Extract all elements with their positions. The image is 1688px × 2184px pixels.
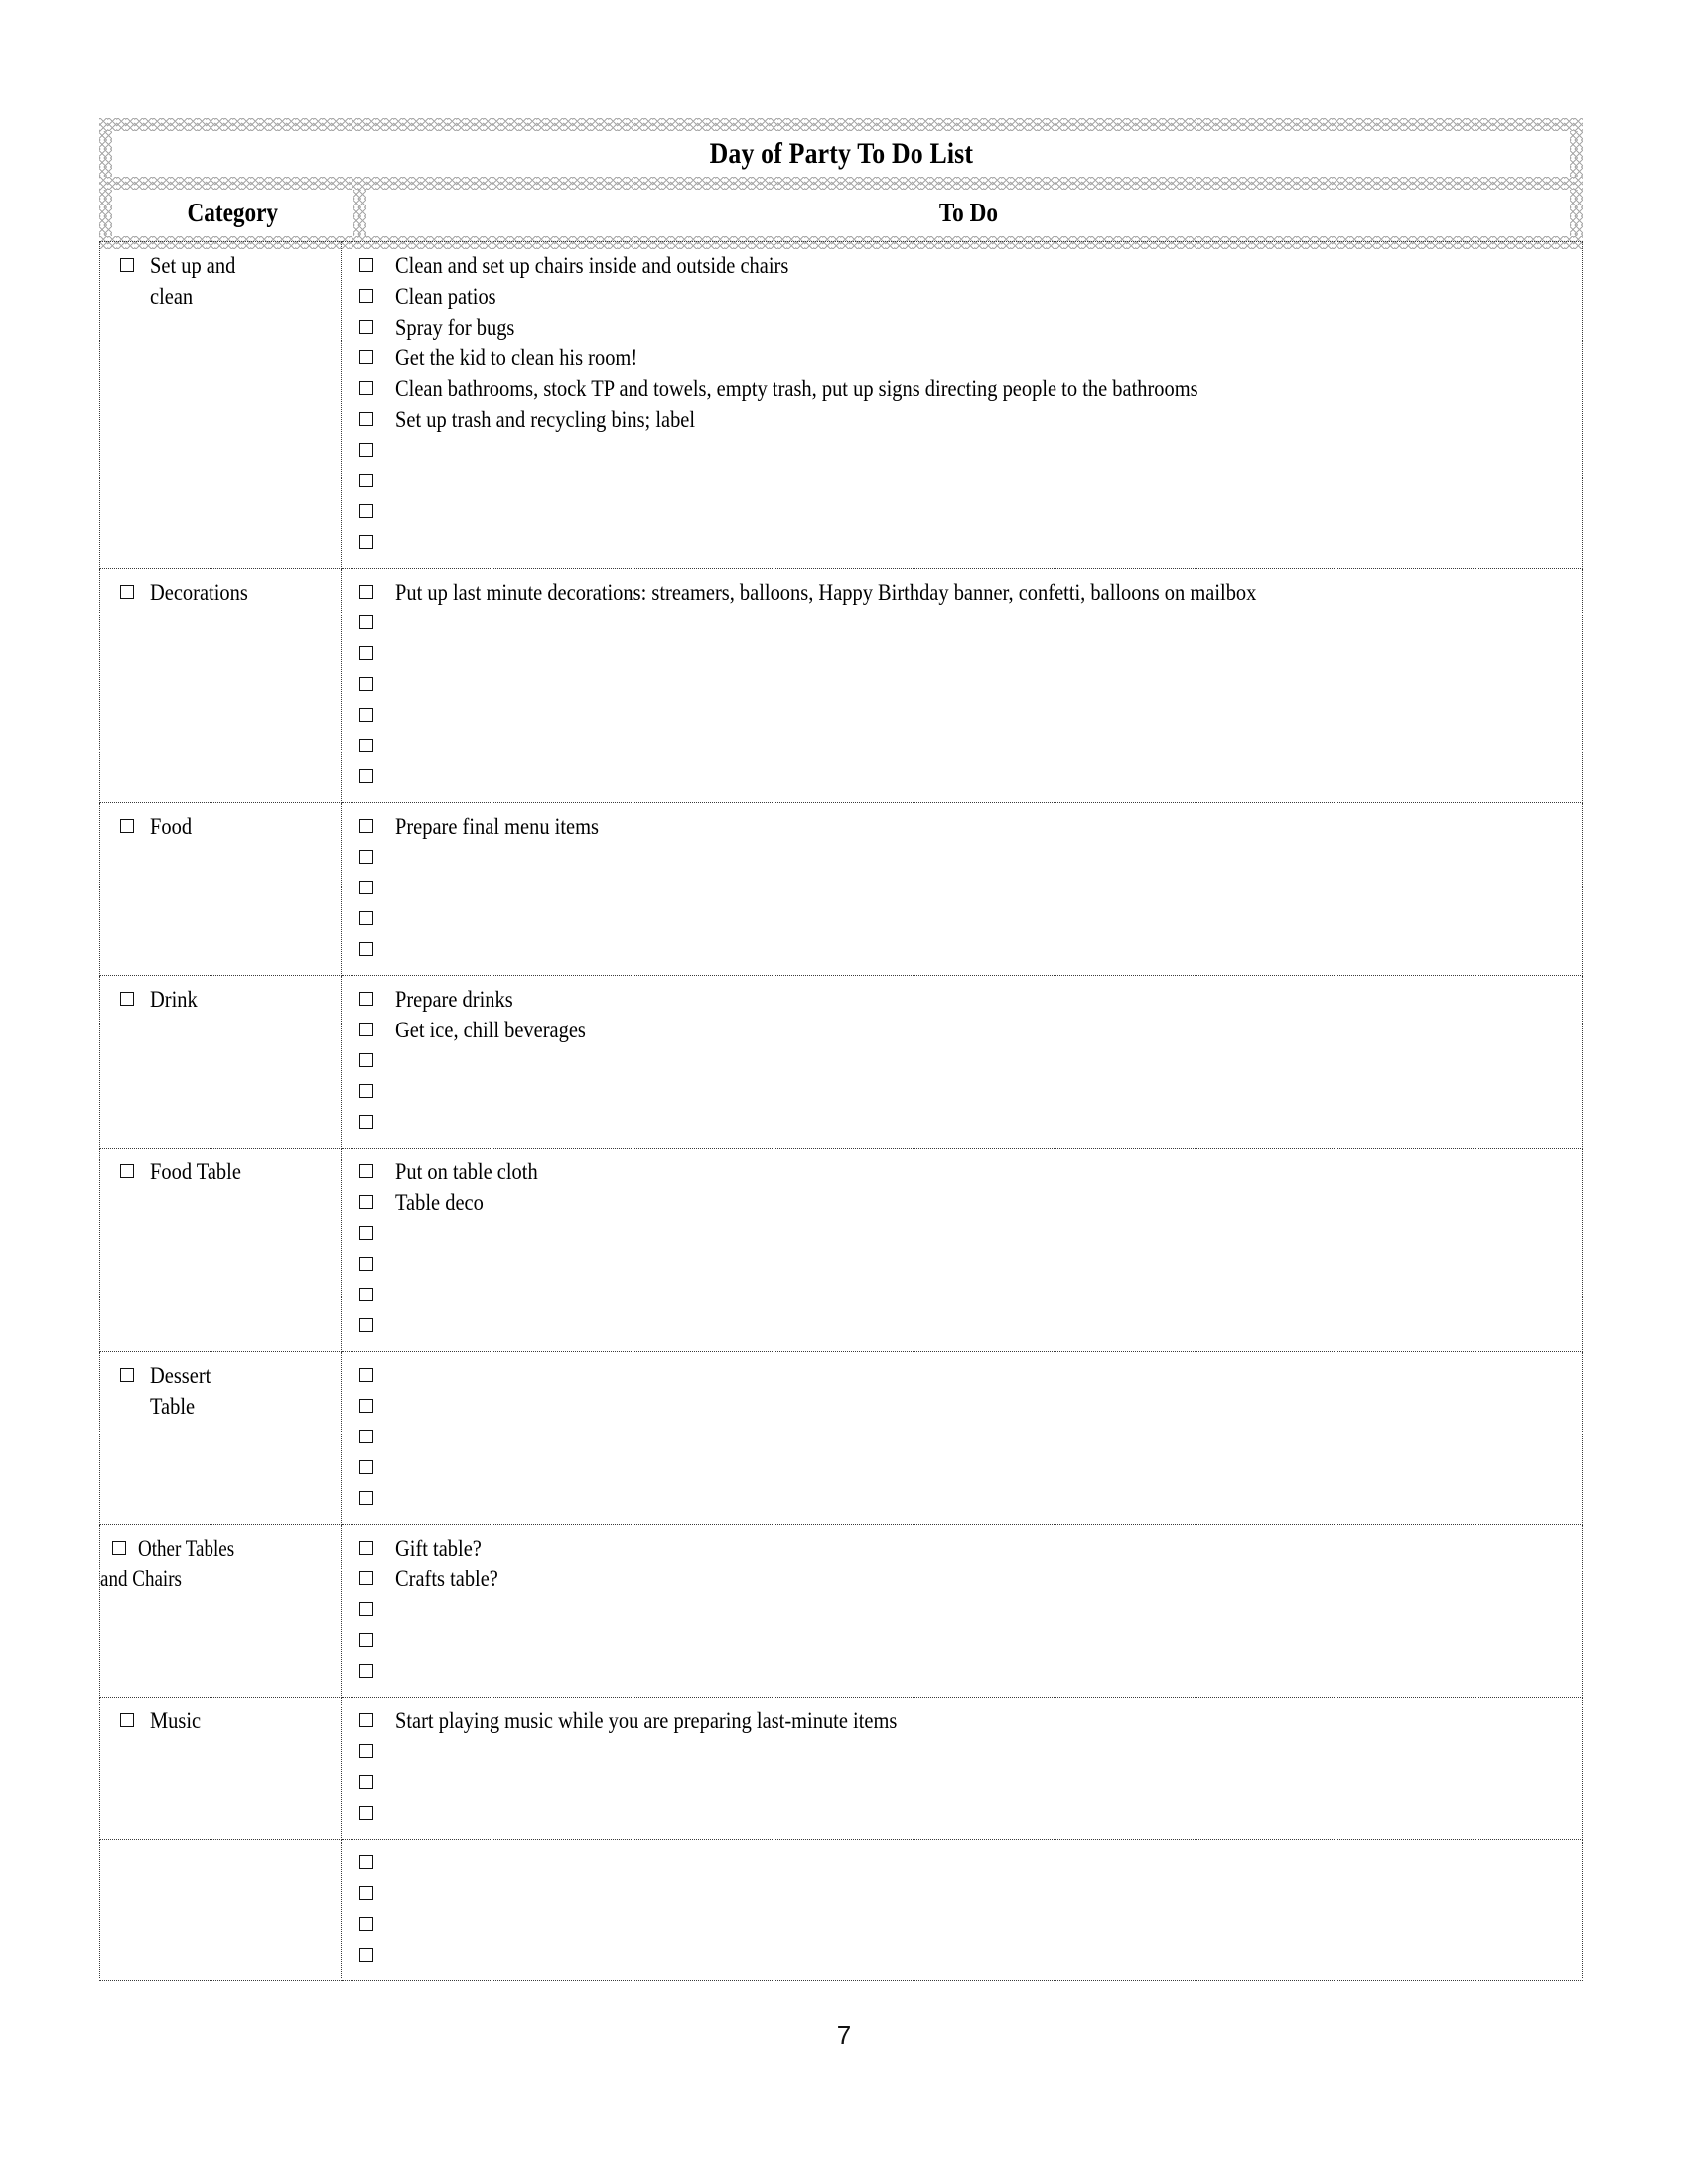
todo-item-label — [395, 843, 1419, 874]
checkbox-icon[interactable] — [359, 850, 373, 864]
todo-item[interactable] — [342, 985, 1572, 1016]
todo-item-label: Clean and set up chairs inside and outside chairs — [395, 253, 789, 279]
todo-item-label — [395, 1879, 1419, 1910]
checkbox-icon[interactable] — [359, 1775, 373, 1789]
category-label: Food Table — [150, 1160, 241, 1185]
todo-item[interactable] — [342, 812, 1572, 843]
checkbox-icon[interactable] — [359, 1917, 373, 1931]
checkbox-icon[interactable] — [359, 881, 373, 894]
page-title: Day of Party To Do List — [709, 137, 973, 170]
category-checkbox-row[interactable] — [100, 812, 335, 843]
todo-item-empty[interactable] — [342, 1453, 1572, 1484]
todo-item-label: Gift table? — [395, 1536, 482, 1562]
checkbox-icon[interactable] — [359, 1948, 373, 1962]
checkbox-icon[interactable] — [359, 1318, 373, 1332]
todo-table — [99, 241, 1583, 1981]
checkbox-icon[interactable] — [359, 1664, 373, 1678]
title-frame-row — [99, 131, 1583, 177]
checkbox-icon[interactable] — [359, 474, 373, 487]
todo-item-empty[interactable] — [342, 609, 1572, 639]
todo-item-label: Prepare drinks — [395, 987, 513, 1013]
checkbox-icon[interactable] — [359, 992, 373, 1006]
zigzag-border-left-title — [99, 131, 112, 177]
todo-item-label — [395, 1453, 1419, 1484]
checkbox-icon[interactable] — [359, 1195, 373, 1209]
checkbox-icon[interactable] — [359, 911, 373, 925]
checkbox-icon[interactable] — [359, 1806, 373, 1820]
category-checkbox-row[interactable] — [100, 1534, 335, 1565]
todo-item-label — [395, 639, 1419, 670]
todo-item-empty[interactable] — [342, 528, 1572, 559]
todo-item-label — [395, 904, 1419, 935]
todo-item-label — [395, 1484, 1419, 1515]
category-cell — [100, 1698, 341, 1746]
todo-item-empty[interactable] — [342, 1046, 1572, 1077]
checkbox-icon[interactable] — [359, 1633, 373, 1647]
column-header-band — [112, 190, 1570, 236]
category-label-line2: Table — [150, 1394, 196, 1420]
todo-item-label — [395, 497, 1419, 528]
category-label-line2: clean — [150, 284, 194, 310]
checkbox-icon[interactable] — [359, 1541, 373, 1555]
todo-item-empty[interactable] — [342, 935, 1572, 966]
todo-item-label: Get ice, chill beverages — [395, 1018, 586, 1043]
category-label: Food — [150, 814, 193, 840]
todo-item[interactable] — [342, 282, 1572, 313]
checkbox-icon[interactable] — [359, 1023, 373, 1036]
todo-cell — [342, 569, 1582, 802]
todo-item-label — [395, 1219, 1419, 1250]
todo-cell — [342, 1149, 1582, 1351]
todo-cell — [342, 976, 1582, 1148]
checkbox-icon[interactable] — [359, 504, 373, 518]
table-row — [100, 1352, 1583, 1525]
todo-item-empty[interactable] — [342, 1108, 1572, 1139]
todo-cell — [342, 803, 1582, 975]
todo-item-empty[interactable] — [342, 1768, 1572, 1799]
checkbox-icon[interactable] — [120, 258, 134, 272]
todo-item-empty[interactable] — [342, 1595, 1572, 1626]
todo-item-empty[interactable] — [342, 1361, 1572, 1392]
checkbox-icon[interactable] — [359, 1115, 373, 1129]
todo-item-empty[interactable] — [342, 1219, 1572, 1250]
todo-item-empty[interactable] — [342, 1799, 1572, 1830]
todo-item[interactable] — [342, 405, 1572, 436]
checkbox-icon[interactable] — [359, 381, 373, 395]
todo-item-label — [395, 1848, 1419, 1879]
todo-item-label: Clean patios — [395, 284, 496, 310]
todo-item-label — [395, 1046, 1419, 1077]
checkbox-icon[interactable] — [359, 443, 373, 457]
todo-item-label: Crafts table? — [395, 1567, 498, 1592]
category-checkbox-row[interactable] — [100, 578, 335, 609]
todo-item-label — [395, 1423, 1419, 1453]
category-cell — [100, 569, 341, 617]
checkbox-icon[interactable] — [359, 646, 373, 660]
todo-item-empty[interactable] — [342, 1848, 1572, 1879]
category-cell — [100, 1525, 341, 1604]
checkbox-icon[interactable] — [359, 258, 373, 272]
category-checkbox-row[interactable] — [100, 1158, 335, 1188]
todo-cell — [342, 1525, 1582, 1697]
category-label-line2: and Chairs — [100, 1567, 182, 1592]
category-checkbox-row[interactable] — [100, 251, 335, 282]
todo-item-empty[interactable] — [342, 701, 1572, 732]
todo-item-empty[interactable] — [342, 639, 1572, 670]
column-header-todo-label: To Do — [938, 198, 998, 227]
checkbox-icon[interactable] — [359, 819, 373, 833]
todo-item-empty[interactable] — [342, 762, 1572, 793]
table-row — [100, 569, 1583, 803]
todo-item-label — [395, 874, 1419, 904]
todo-item-empty[interactable] — [342, 732, 1572, 762]
checkbox-icon[interactable] — [120, 1713, 134, 1727]
decorative-header-frame — [99, 118, 1583, 249]
checkbox-icon[interactable] — [359, 1053, 373, 1067]
checkbox-icon[interactable] — [359, 769, 373, 783]
todo-item-label — [395, 1657, 1419, 1688]
todo-item-label — [395, 1910, 1419, 1941]
todo-item-label: Set up trash and recycling bins; label — [395, 407, 696, 433]
category-label: Decorations — [150, 580, 248, 606]
todo-item-label: Table deco — [395, 1190, 484, 1216]
column-header-todo — [366, 190, 1570, 236]
todo-item-label — [395, 1108, 1419, 1139]
checkbox-icon[interactable] — [359, 289, 373, 303]
todo-item-empty[interactable] — [342, 1392, 1572, 1423]
checkbox-icon[interactable] — [359, 942, 373, 956]
todo-item-label — [395, 1595, 1419, 1626]
todo-item-empty[interactable] — [342, 1737, 1572, 1768]
todo-item-label — [395, 1361, 1419, 1392]
todo-item-empty[interactable] — [342, 1657, 1572, 1688]
checkbox-icon[interactable] — [112, 1541, 126, 1555]
todo-item-empty[interactable] — [342, 904, 1572, 935]
todo-item-label — [395, 762, 1419, 793]
category-cell — [100, 242, 341, 322]
todo-item-empty[interactable] — [342, 1626, 1572, 1657]
checkbox-icon[interactable] — [359, 1855, 373, 1869]
todo-cell — [342, 242, 1582, 568]
todo-item-empty[interactable] — [342, 1941, 1572, 1972]
todo-item-label — [395, 528, 1419, 559]
todo-item[interactable] — [342, 343, 1572, 374]
category-label: Other Tables — [138, 1536, 235, 1562]
table-row — [100, 1840, 1583, 1981]
category-checkbox-row[interactable] — [100, 1361, 335, 1392]
zigzag-column-separator — [353, 190, 366, 236]
zigzag-border-left-header — [99, 190, 112, 236]
todo-item-label — [395, 701, 1419, 732]
checkbox-icon[interactable] — [120, 585, 134, 599]
category-cell — [100, 1840, 341, 1857]
todo-item-label — [395, 732, 1419, 762]
checkbox-icon[interactable] — [359, 1713, 373, 1727]
checkbox-icon[interactable] — [359, 1886, 373, 1900]
todo-item-empty[interactable] — [342, 1423, 1572, 1453]
checkbox-icon[interactable] — [359, 1257, 373, 1271]
checkbox-icon[interactable] — [359, 535, 373, 549]
checkbox-icon[interactable] — [120, 992, 134, 1006]
category-cell — [100, 1149, 341, 1197]
checkbox-icon[interactable] — [359, 1602, 373, 1616]
zigzag-border-top — [99, 118, 1583, 131]
todo-item-empty[interactable] — [342, 1484, 1572, 1515]
checkbox-icon[interactable] — [120, 1368, 134, 1382]
todo-item-label — [395, 1311, 1419, 1342]
todo-item-label: Get the kid to clean his room! — [395, 345, 638, 371]
checkbox-icon[interactable] — [359, 1571, 373, 1585]
todo-item-label — [395, 1737, 1419, 1768]
todo-item-empty[interactable] — [342, 1311, 1572, 1342]
category-cell — [100, 803, 341, 852]
checkbox-icon[interactable] — [359, 1288, 373, 1301]
todo-item-label: Start playing music while you are preparing last-minute items — [395, 1708, 898, 1734]
todo-item-empty[interactable] — [342, 1910, 1572, 1941]
todo-item-empty[interactable] — [342, 436, 1572, 467]
category-label: Music — [150, 1708, 202, 1734]
todo-item-label — [395, 670, 1419, 701]
column-header-frame-row — [99, 190, 1583, 236]
checkbox-icon[interactable] — [359, 1744, 373, 1758]
checkbox-icon[interactable] — [120, 1164, 134, 1178]
todo-item-empty[interactable] — [342, 670, 1572, 701]
checkbox-icon[interactable] — [359, 1084, 373, 1098]
checkbox-icon[interactable] — [359, 1368, 373, 1382]
zigzag-border-right-title — [1570, 131, 1583, 177]
todo-item-label — [395, 1250, 1419, 1281]
table-row — [100, 242, 1583, 569]
todo-item-label: Prepare final menu items — [395, 814, 599, 840]
todo-item-label — [395, 1941, 1419, 1972]
checkbox-icon[interactable] — [359, 350, 373, 364]
checkbox-icon[interactable] — [359, 1460, 373, 1474]
todo-item-label: Spray for bugs — [395, 315, 515, 341]
checkbox-icon[interactable] — [359, 1491, 373, 1505]
category-checkbox-row[interactable] — [100, 985, 335, 1016]
todo-item-label: Clean bathrooms, stock TP and towels, empty trash, put up signs directing people to the bathrooms — [395, 376, 1198, 402]
checkbox-icon[interactable] — [359, 1399, 373, 1413]
title-band — [112, 131, 1570, 177]
checkbox-icon[interactable] — [359, 1430, 373, 1443]
todo-item-empty[interactable] — [342, 467, 1572, 497]
todo-item-label — [395, 1392, 1419, 1423]
checkbox-icon[interactable] — [359, 1164, 373, 1178]
table-row — [100, 976, 1583, 1149]
todo-cell — [342, 1352, 1582, 1524]
category-checkbox-row[interactable] — [100, 1706, 335, 1737]
checkbox-icon[interactable] — [359, 708, 373, 722]
category-cell — [100, 976, 341, 1024]
todo-item-empty[interactable] — [342, 1879, 1572, 1910]
zigzag-border-right-header — [1570, 190, 1583, 236]
todo-item-empty[interactable] — [342, 1077, 1572, 1108]
todo-item[interactable] — [342, 251, 1572, 282]
checkbox-icon[interactable] — [120, 819, 134, 833]
todo-item[interactable] — [342, 313, 1572, 343]
todo-item[interactable] — [342, 374, 1572, 405]
todo-item[interactable] — [342, 1706, 1572, 1737]
checkbox-icon[interactable] — [359, 739, 373, 752]
todo-item-label: Put on table cloth — [395, 1160, 538, 1185]
todo-item-label — [395, 1626, 1419, 1657]
todo-item-label — [395, 609, 1419, 639]
checkbox-icon[interactable] — [359, 615, 373, 629]
todo-item[interactable] — [342, 1188, 1572, 1219]
todo-item-label: Put up last minute decorations: streamers, balloons, Happy Birthday banner, confetti, balloons on mailbox — [395, 580, 1257, 606]
checkbox-icon[interactable] — [359, 412, 373, 426]
todo-item[interactable] — [342, 578, 1572, 609]
todo-item-label — [395, 467, 1419, 497]
checkbox-icon[interactable] — [359, 320, 373, 334]
todo-item[interactable] — [342, 1534, 1572, 1565]
category-cell — [100, 1352, 341, 1432]
todo-item[interactable] — [342, 1158, 1572, 1188]
todo-item-label — [395, 1077, 1419, 1108]
todo-item-label — [395, 1768, 1419, 1799]
todo-item-empty[interactable] — [342, 1281, 1572, 1311]
category-label: Drink — [150, 987, 198, 1013]
todo-item[interactable] — [342, 1016, 1572, 1046]
table-row — [100, 1698, 1583, 1840]
column-header-category — [112, 190, 353, 236]
table-row — [100, 1525, 1583, 1698]
todo-item-empty[interactable] — [342, 843, 1572, 874]
todo-cell — [342, 1698, 1582, 1839]
todo-table-body — [100, 242, 1583, 1981]
todo-item-empty[interactable] — [342, 497, 1572, 528]
todo-cell — [342, 1840, 1582, 1980]
todo-item-label — [395, 935, 1419, 966]
category-label: Dessert — [150, 1363, 211, 1389]
table-row — [100, 1149, 1583, 1352]
page-number: 7 — [836, 2020, 852, 2050]
table-row — [100, 803, 1583, 976]
checkbox-icon[interactable] — [359, 1226, 373, 1240]
todo-item-label — [395, 1799, 1419, 1830]
todo-item-empty[interactable] — [342, 874, 1572, 904]
category-label: Set up and — [150, 253, 236, 279]
zigzag-border-mid — [99, 177, 1583, 190]
todo-item[interactable] — [342, 1565, 1572, 1595]
checkbox-icon[interactable] — [359, 677, 373, 691]
checkbox-icon[interactable] — [359, 585, 373, 599]
todo-item-empty[interactable] — [342, 1250, 1572, 1281]
todo-item-label — [395, 1281, 1419, 1311]
column-header-category-label: Category — [187, 198, 279, 227]
todo-item-label — [395, 436, 1419, 467]
